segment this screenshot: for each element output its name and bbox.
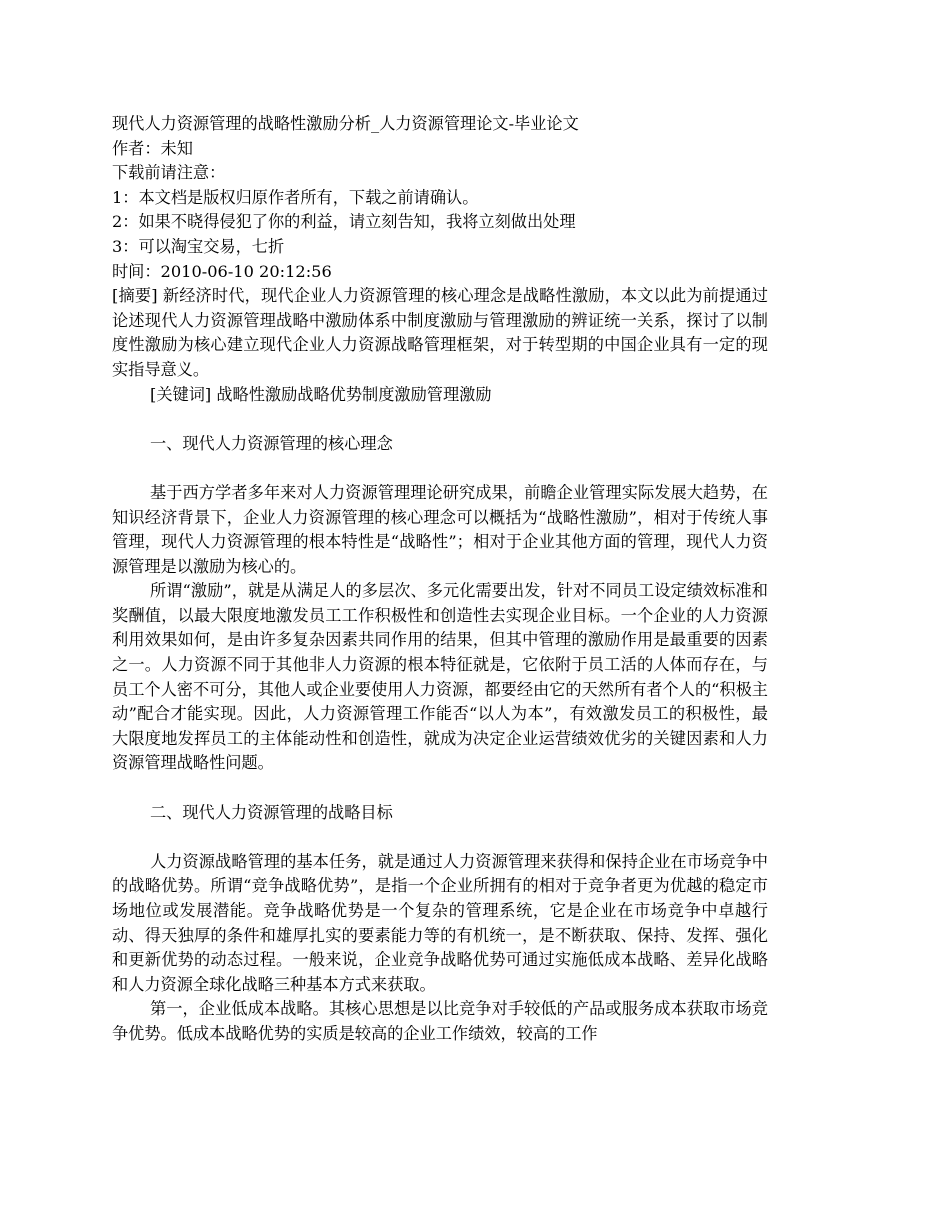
- body-paragraph: 基于西方学者多年来对人力资源管理理论研究成果，前瞻企业管理实际发展大趋势，在知识经济背景下，企业人力资源管理的核心理念可以概括为“战略性激励”，相对于传统人事管理，现代人力资源管理的根本特性是“战略性”；相对于企业其他方面的管理，现代人力资源管理是以激励为核心的。: [112, 482, 768, 576]
- notice-item: 3：可以淘宝交易，七折: [112, 236, 285, 256]
- keywords-line: [关键词] 战略性激励战略优势制度激励管理激励: [150, 384, 492, 404]
- spacer: [112, 407, 768, 432]
- section-heading: 一、现代人力资源管理的核心理念: [150, 433, 393, 453]
- notice-item: 2：如果不晓得侵犯了你的利益，请立刻告知，我将立刻做出处理: [112, 212, 576, 232]
- document-title: 现代人力资源管理的战略性激励分析_人力资源管理论文-毕业论文: [112, 114, 579, 133]
- spacer: [112, 456, 768, 481]
- document-author: 作者：未知: [112, 138, 193, 158]
- body-paragraph: 所谓“激励”，就是从满足人的多层次、多元化需要出发，针对不同员工设定绩效标准和奖酬值，以最大限度地激发员工工作积极性和创造性去实现企业目标。一个企业的人力资源利用效果如何，是由许多复杂因素共同作用的结果，但其中管理的激励作用是最重要的因素之一。人力资源不同于其他非人力资源的根本特征就是，它依附于员工活的人体而存在，与员工个人密不可分，其他人或企业要使用人力资源，都要经由它的天然所有者个人的“积极主动”配合才能实现。因此，人力资源管理工作能否“以人为本”，有效激发员工的积极性，最大限度地发挥员工的主体能动性和创造性，就成为决定企业运营绩效优劣的关键因素和人力资源管理战略性问题。: [112, 581, 768, 773]
- spacer: [112, 825, 768, 850]
- section-heading: 二、现代人力资源管理的战略目标: [150, 802, 393, 822]
- notice-item: 1：本文档是版权归原作者所有，下载之前请确认。: [112, 187, 479, 207]
- abstract-paragraph: [摘要] 新经济时代，现代企业人力资源管理的核心理念是战略性激励，本文以此为前提通过论述现代人力资源管理战略中激励体系中制度激励与管理激励的辨证统一关系，探讨了以制度性激励为核心建立现代企业人力资源战略管理框架，对于转型期的中国企业具有一定的现实指导意义。: [112, 286, 768, 379]
- body-paragraph: 第一，企业低成本战略。其核心思想是以比竞争对手较低的产品或服务成本获取市场竞争优势。低成本战略优势的实质是较高的企业工作绩效，较高的工作: [112, 999, 768, 1043]
- spacer: [112, 776, 768, 801]
- document-page: [112, 112, 768, 1047]
- notice-heading: 下载前请注意：: [112, 163, 226, 183]
- body-paragraph: 人力资源战略管理的基本任务，就是通过人力资源管理来获得和保持企业在市场竞争中的战略优势。所谓“竞争战略优势”，是指一个企业所拥有的相对于竞争者更为优越的稳定市场地位或发展潜能。竞争战略优势是一个复杂的管理系统，它是企业在市场竞争中卓越行动、得天独厚的条件和雄厚扎实的要素能力等的有机统一，是不断获取、保持、发挥、强化和更新优势的动态过程。一般来说，企业竞争战略优势可通过实施低成本战略、差异化战略和人力资源全球化战略三种基本方式来获取。: [112, 851, 768, 994]
- document-time: 时间：2010-06-10 20:12:56: [112, 261, 332, 281]
